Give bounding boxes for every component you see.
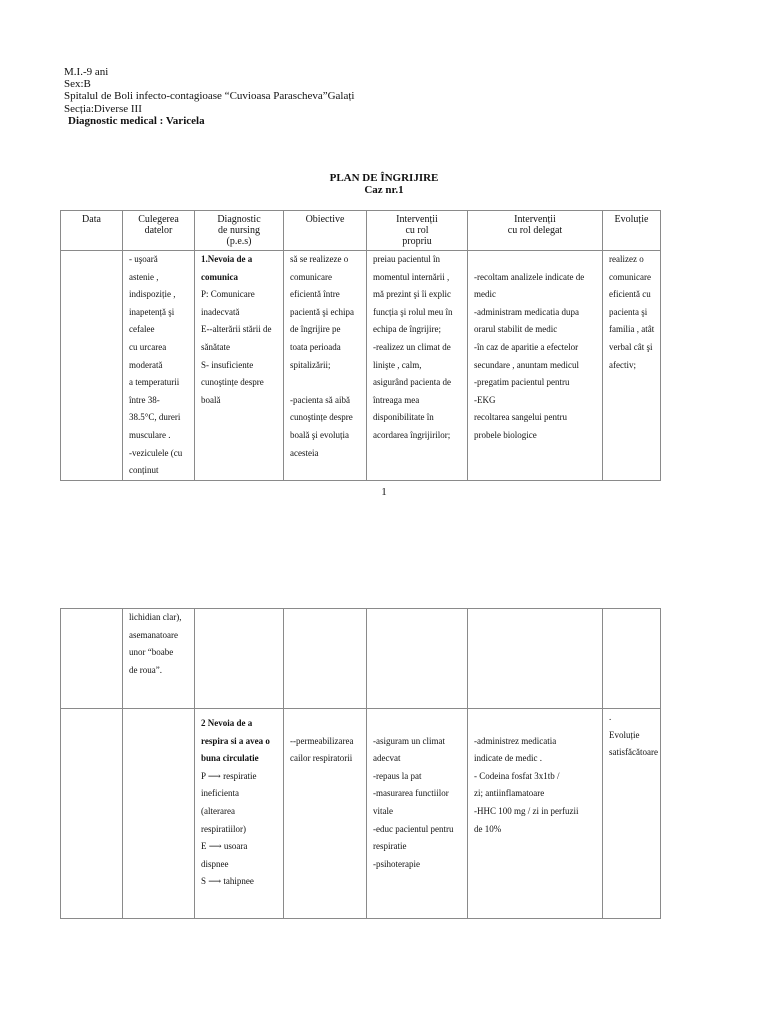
cell-line: E ⟶ usoara bbox=[201, 841, 248, 852]
cell-line: realizez o bbox=[609, 254, 644, 264]
cell-line: S ⟶ tahipnee bbox=[201, 876, 254, 887]
page-number: 1 bbox=[381, 486, 387, 498]
cell-line: pacientă şi echipa bbox=[290, 306, 354, 317]
cell-culegerea bbox=[123, 251, 195, 481]
cell-data bbox=[61, 609, 123, 709]
cell-line: astenie , bbox=[129, 271, 159, 282]
cell-line: -psihoterapie bbox=[373, 858, 420, 869]
cell-line: de nursing bbox=[218, 225, 260, 236]
cell-line: comunicare bbox=[609, 271, 651, 282]
cell-line: comunica bbox=[201, 271, 238, 282]
table-header-row bbox=[61, 211, 661, 251]
cell-propriu bbox=[367, 609, 468, 709]
cell-line: comunicare bbox=[290, 271, 332, 282]
cell-obiective bbox=[284, 251, 367, 481]
cell-propriu bbox=[367, 709, 468, 919]
hospital-section: Secția:Diverse III bbox=[64, 102, 142, 115]
cell-diagnostic bbox=[195, 709, 284, 919]
cell-line: buna circulatie bbox=[201, 753, 259, 764]
cell-line: spitalizării; bbox=[290, 359, 331, 370]
table-row bbox=[61, 609, 661, 709]
cell-line: -în caz de aparitie a efectelor bbox=[474, 341, 579, 352]
cell-line: Evoluție bbox=[614, 214, 649, 225]
cell-evolutie bbox=[603, 709, 661, 919]
cell-line: probele biologice bbox=[474, 429, 537, 440]
cell-evolutie bbox=[603, 609, 661, 709]
cell-line: satisfăcătoare bbox=[609, 747, 658, 758]
cell-line: indicate de medic . bbox=[474, 753, 542, 764]
cell-line: -administrez medicatia bbox=[474, 735, 557, 746]
header-diagnostic bbox=[195, 211, 284, 251]
cell-line: - Codeina fosfat 3x1tb / bbox=[474, 770, 560, 781]
cell-line: -pregatim pacientul pentru bbox=[474, 377, 570, 388]
header-culegerea bbox=[123, 211, 195, 251]
cell-line: acesteia bbox=[290, 447, 319, 458]
cell-line: pacienta şi bbox=[609, 306, 648, 317]
cell-line: moderată bbox=[129, 359, 163, 370]
table-row bbox=[61, 251, 661, 481]
cell-line: momentul internării , bbox=[373, 271, 450, 282]
cell-line: propriu bbox=[402, 236, 432, 247]
cell-line: inadecvată bbox=[201, 306, 240, 317]
cell-line: (p.e.s) bbox=[226, 236, 252, 247]
cell-line: 38.5°C, dureri bbox=[129, 412, 181, 423]
cell-line: Intervenții bbox=[514, 214, 556, 225]
cell-line: familia , atât bbox=[609, 324, 655, 335]
header-delegat bbox=[468, 211, 603, 251]
cell-line: . bbox=[609, 712, 612, 722]
cell-line: 1.Nevoia de a bbox=[201, 254, 253, 264]
cell-line: datelor bbox=[144, 225, 173, 236]
cell-line: a temperaturii bbox=[129, 377, 180, 388]
cell-line: vitale bbox=[373, 805, 393, 816]
cell-line: asigurând pacienta de bbox=[373, 377, 451, 388]
cell-line bbox=[290, 374, 366, 392]
medical-diagnosis: Diagnostic medical : Varicela bbox=[68, 114, 205, 127]
cell-line bbox=[290, 715, 366, 733]
cell-line bbox=[373, 715, 467, 733]
cell-line: (alterarea bbox=[201, 805, 235, 816]
cell-line: -educ pacientul pentru bbox=[373, 823, 454, 834]
cell-line: inapetență şi bbox=[129, 306, 175, 317]
cell-line: S- insuficiente bbox=[201, 359, 254, 370]
plan-title-block bbox=[0, 172, 768, 196]
cell-culegerea bbox=[123, 709, 195, 919]
cell-line: linişte , calm, bbox=[373, 359, 422, 370]
plan-subtitle: Caz nr.1 bbox=[364, 184, 404, 196]
cell-line: întreaga mea bbox=[373, 394, 420, 405]
cell-line: -realizez un climat de bbox=[373, 341, 451, 352]
cell-line: disponibilitate în bbox=[373, 412, 434, 423]
cell-line: respiratiilor) bbox=[201, 823, 246, 834]
cell-line: asemanatoare bbox=[129, 629, 178, 640]
cell-line: sănătate bbox=[201, 341, 230, 352]
cell-line: funcția şi rolul meu în bbox=[373, 306, 453, 317]
cell-line: acordarea îngrijirilor; bbox=[373, 429, 451, 440]
cell-line: cunoştințe despre bbox=[201, 377, 264, 388]
cell-line: -administram medicatia dupa bbox=[474, 306, 579, 317]
cell-line: -recoltam analizele indicate de bbox=[474, 271, 585, 282]
header-data bbox=[61, 211, 123, 251]
plan-title: PLAN DE ÎNGRIJIRE bbox=[329, 172, 439, 184]
cell-line: Evoluție bbox=[609, 729, 640, 740]
care-plan-table-page1 bbox=[60, 210, 661, 481]
patient-sex: Sex:B bbox=[64, 78, 91, 91]
cell-line: preiau pacientul în bbox=[373, 254, 440, 264]
cell-line: musculare . bbox=[129, 429, 171, 440]
cell-line: P ⟶ respiratie bbox=[201, 770, 257, 781]
cell-line: lichidian clar), bbox=[129, 612, 182, 622]
cell-line: recoltarea sangelui pentru bbox=[474, 412, 567, 423]
cell-line: respiratie bbox=[373, 841, 407, 852]
header-obiective bbox=[284, 211, 367, 251]
cell-line: cailor respiratorii bbox=[290, 753, 353, 764]
cell-line: Intervenții bbox=[396, 214, 438, 225]
cell-line: ineficienta bbox=[201, 788, 239, 799]
cell-line: echipa de îngrijire; bbox=[373, 324, 441, 335]
table-row bbox=[61, 709, 661, 919]
cell-line: - uşoară bbox=[129, 254, 158, 264]
cell-line bbox=[474, 715, 602, 733]
cell-line: indispoziție , bbox=[129, 289, 176, 300]
cell-line: cu urcarea bbox=[129, 341, 167, 352]
cell-line: E--alterării stării de bbox=[201, 324, 272, 335]
cell-delegat bbox=[468, 709, 603, 919]
cell-data bbox=[61, 251, 123, 481]
cell-line: -repaus la pat bbox=[373, 770, 422, 781]
cell-line: 2 Nevoia de a bbox=[201, 718, 253, 728]
cell-line: secundare , anuntam medicul bbox=[474, 359, 579, 370]
cell-line: verbal cât şi bbox=[609, 341, 653, 352]
cell-line: cu rol delegat bbox=[507, 225, 563, 236]
cell-line: cu rol bbox=[405, 225, 429, 236]
cell-line: Obiective bbox=[305, 214, 345, 225]
hospital-name: Spitalul de Boli infecto-contagioase “Cuvioasa Parascheva”Galați bbox=[64, 90, 355, 103]
cell-obiective bbox=[284, 609, 367, 709]
cell-evolutie bbox=[603, 251, 661, 481]
header-propriu bbox=[367, 211, 468, 251]
cell-line: -veziculele (cu bbox=[129, 447, 183, 458]
cell-diagnostic bbox=[195, 609, 284, 709]
cell-line: eficientă între bbox=[290, 289, 340, 300]
cell-line: toata perioada bbox=[290, 341, 341, 352]
cell-line: cefalee bbox=[129, 324, 155, 335]
cell-line: de roua”. bbox=[129, 664, 162, 675]
cell-line: -masurarea functiilor bbox=[373, 788, 449, 799]
patient-info bbox=[64, 66, 355, 127]
cell-line: zi; antiinflamatoare bbox=[474, 788, 545, 799]
cell-line: cunoştințe despre bbox=[290, 412, 353, 423]
cell-line: între 38- bbox=[129, 394, 160, 405]
cell-culegerea bbox=[123, 609, 195, 709]
cell-line bbox=[474, 251, 602, 269]
cell-data bbox=[61, 709, 123, 919]
cell-line: orarul stabilit de medic bbox=[474, 324, 558, 335]
cell-line: respira si a avea o bbox=[201, 735, 270, 746]
cell-line: Culegerea bbox=[138, 214, 179, 225]
cell-line: boală şi evoluția bbox=[290, 429, 349, 440]
cell-line: să se realizeze o bbox=[290, 254, 349, 264]
cell-line: dispnee bbox=[201, 858, 229, 869]
cell-line: -pacienta să aibă bbox=[290, 394, 350, 405]
patient-age: M.I.-9 ani bbox=[64, 66, 109, 78]
cell-line: eficientă cu bbox=[609, 289, 651, 300]
cell-obiective bbox=[284, 709, 367, 919]
cell-line: adecvat bbox=[373, 753, 401, 764]
cell-line: -HHC 100 mg / zi in perfuzii bbox=[474, 805, 579, 816]
cell-line: mă prezint şi îi explic bbox=[373, 289, 451, 300]
cell-delegat bbox=[468, 609, 603, 709]
cell-line: Diagnostic bbox=[217, 214, 261, 225]
cell-line: P: Comunicare bbox=[201, 289, 255, 300]
cell-line: conținut bbox=[129, 465, 159, 476]
cell-line: unor “boabe bbox=[129, 647, 174, 658]
care-plan-table-page2 bbox=[60, 608, 661, 919]
cell-delegat bbox=[468, 251, 603, 481]
cell-propriu bbox=[367, 251, 468, 481]
cell-line: -asiguram un climat bbox=[373, 735, 445, 746]
cell-line: --permeabilizarea bbox=[290, 735, 354, 746]
cell-line: de îngrijire pe bbox=[290, 324, 341, 335]
cell-line: -EKG bbox=[474, 394, 496, 405]
cell-line: afectiv; bbox=[609, 359, 636, 370]
cell-line: boală bbox=[201, 394, 221, 405]
cell-diagnostic bbox=[195, 251, 284, 481]
header-evolutie bbox=[603, 211, 661, 251]
cell-line: medic bbox=[474, 289, 496, 300]
cell-line: de 10% bbox=[474, 823, 502, 834]
cell-line: Data bbox=[82, 214, 101, 225]
